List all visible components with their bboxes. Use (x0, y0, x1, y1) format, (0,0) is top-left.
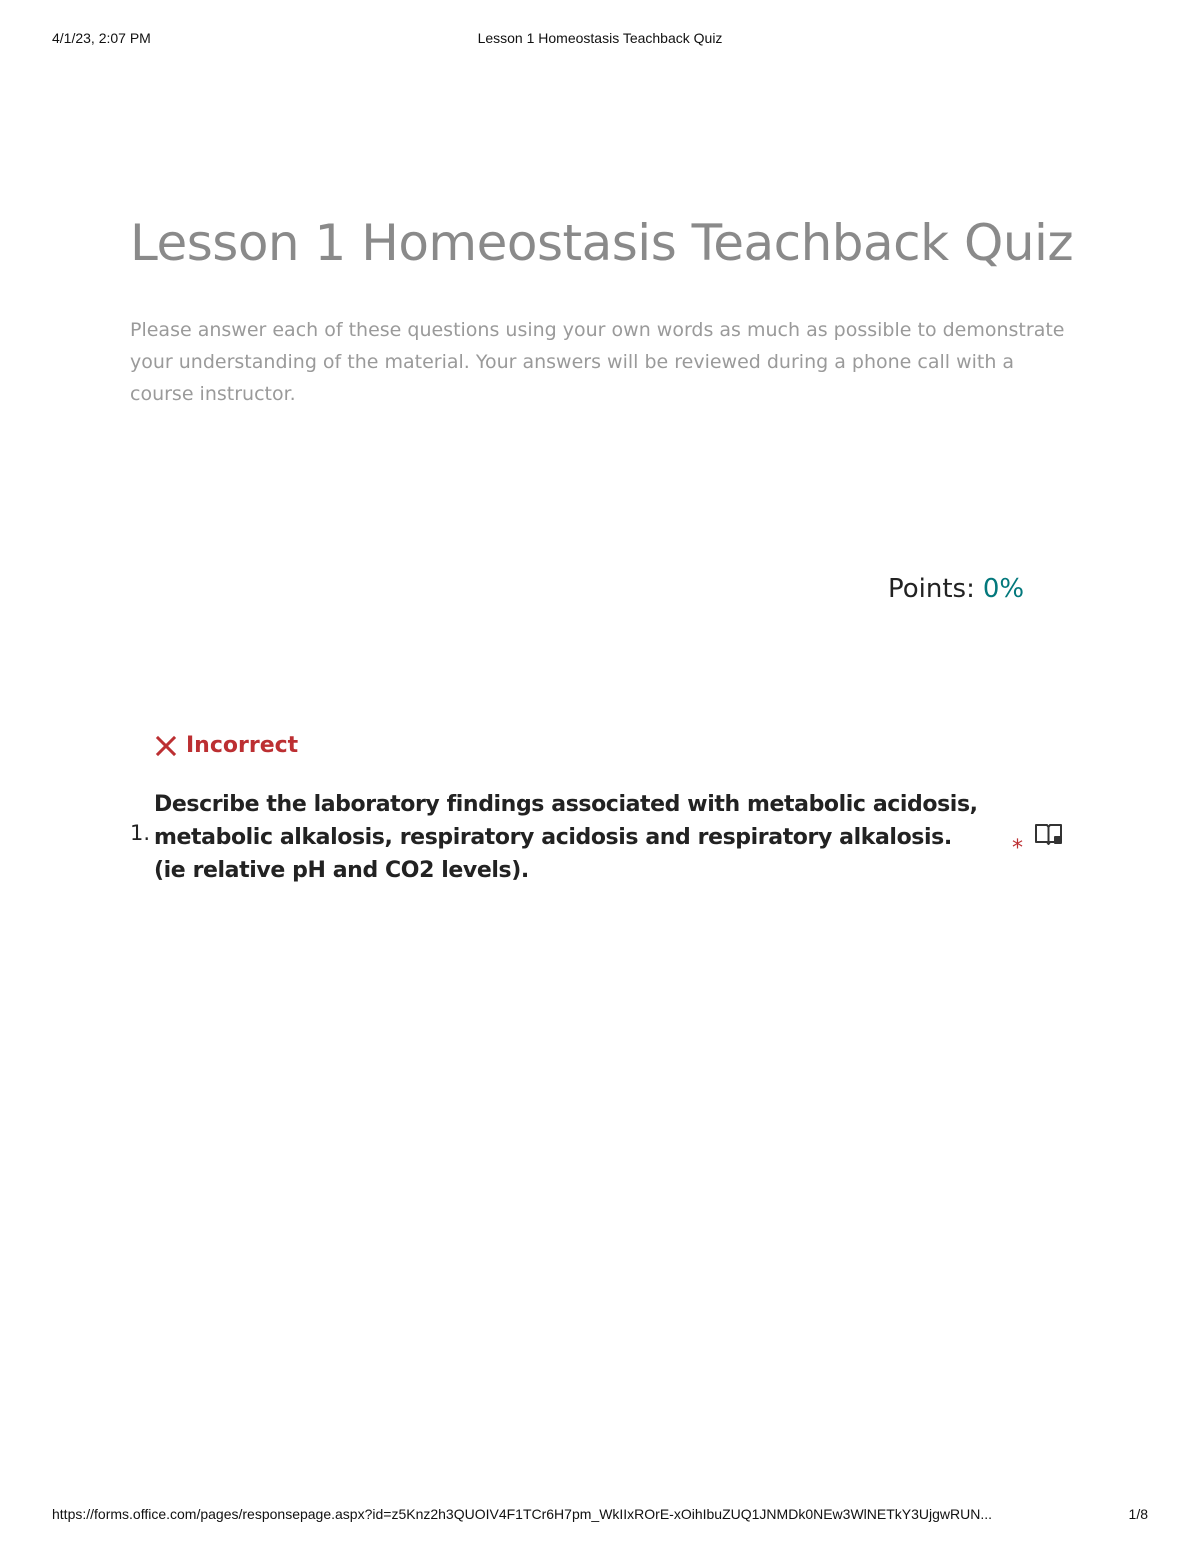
form-title: Lesson 1 Homeostasis Teachback Quiz (130, 214, 1074, 272)
question-number: 1. (130, 821, 151, 845)
immersive-reader-button[interactable] (1034, 822, 1064, 848)
print-footer (0, 1506, 1200, 1526)
points-value: 0% (982, 574, 1025, 604)
print-url: https://forms.office.com/pages/responsepage.aspx?id=z5Knz2h3QUOIV4F1TCr6H7pm_WkIIxROrE-xOihIbuZUQ1JNMDk0NEw3WlNETkY3UjgwRUN... (52, 1506, 993, 1522)
points-summary (888, 574, 1024, 604)
points-label: Points: (888, 574, 975, 604)
print-datetime: 4/1/23, 2:07 PM (52, 30, 151, 46)
question-status-label: Incorrect (186, 733, 299, 758)
print-page-number: 1/8 (1128, 1506, 1148, 1522)
question-text: Describe the laboratory findings associated with metabolic acidosis, metabolic alkalosis, respiratory acidosis and respiratory alkalosis. (ie relative pH and CO2 levels). (154, 792, 978, 883)
immersive-reader-icon (1034, 822, 1064, 848)
question-status (155, 733, 298, 758)
print-title: Lesson 1 Homeostasis Teachback Quiz (477, 30, 723, 46)
form-description: Please answer each of these questions using your own words as much as possible to demonstrate your understanding of the material. Your answers will be reviewed during a phone call with a course instructor. (130, 319, 1065, 405)
print-header (0, 30, 1200, 50)
required-marker: * (1012, 836, 1023, 861)
x-icon (155, 735, 177, 757)
